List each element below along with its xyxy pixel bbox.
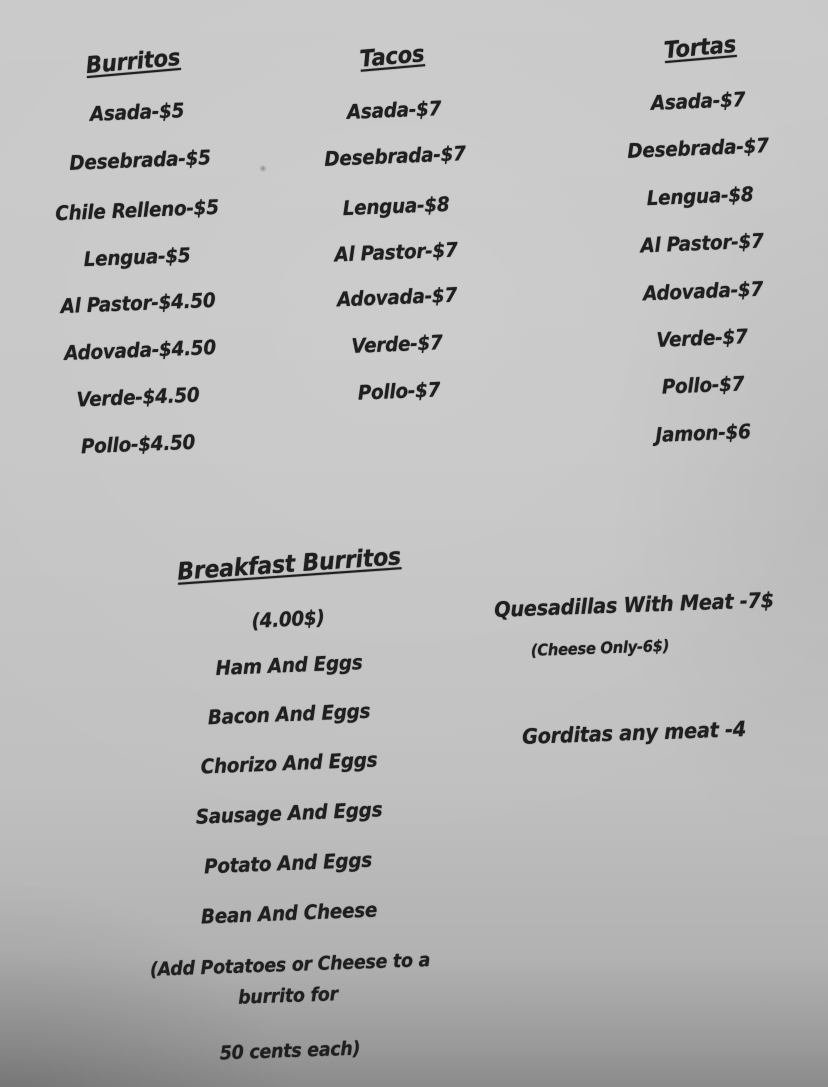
section-title-tacos: Tacos [358,41,426,73]
menu-item: Bacon And Eggs [207,698,371,730]
quesadillas-subtitle: (Cheese Only-6$) [530,636,670,660]
menu-item: Verde-$7 [655,324,749,352]
menu-item: Lengua-$8 [342,191,450,221]
menu-item: Ham And Eggs [215,650,363,680]
menu-item: Verde-$4.50 [76,382,200,412]
menu-item: Jamon-$6 [654,419,752,447]
menu-item: Adovada-$7 [336,282,458,312]
breakfast-price-note: (4.00$) [250,605,326,633]
menu-item: Pollo-$4.50 [80,429,196,459]
breakfast-footnote-line: 50 cents each) [219,1037,361,1065]
section-title-tortas: Tortas [662,31,738,65]
menu-item: Al Pastor-$7 [334,237,458,267]
menu-item: Desebrada-$7 [626,133,770,163]
gorditas-title: Gorditas any meat -4 [521,717,747,749]
menu-item: Desebrada-$7 [323,141,467,171]
menu-item: Chorizo And Eggs [200,747,378,779]
section-title-breakfast-burritos: Breakfast Burritos [176,542,402,586]
menu-item: Pollo-$7 [661,371,745,399]
menu-item: Verde-$7 [350,330,444,358]
breakfast-footnote-line: (Add Potatoes or Cheese to a [149,949,431,981]
menu-item: Lengua-$8 [646,181,754,211]
menu-item: Al Pastor-$7 [640,228,764,258]
menu-item: Potato And Eggs [203,847,373,879]
photo-speck [259,165,267,172]
menu-item: Sausage And Eggs [195,797,383,829]
menu-item: Lengua-$5 [83,242,191,272]
menu-item: Asada-$7 [650,87,746,115]
menu-item: Asada-$7 [346,96,442,124]
menu-item: Asada-$5 [89,98,185,126]
menu-item: Chile Relleno-$5 [54,194,220,226]
menu-item: Pollo-$7 [357,377,441,405]
menu-item: Bean And Cheese [200,897,378,929]
breakfast-footnote-line: burrito for [237,983,339,1009]
section-title-burritos: Burritos [84,44,182,80]
menu-item: Desebrada-$5 [68,145,212,175]
menu-item: Adovada-$4.50 [63,334,217,366]
menu-item: Adovada-$7 [642,276,764,306]
menu-item: Al Pastor-$4.50 [60,287,216,319]
quesadillas-title: Quesadillas With Meat -7$ [493,588,775,622]
